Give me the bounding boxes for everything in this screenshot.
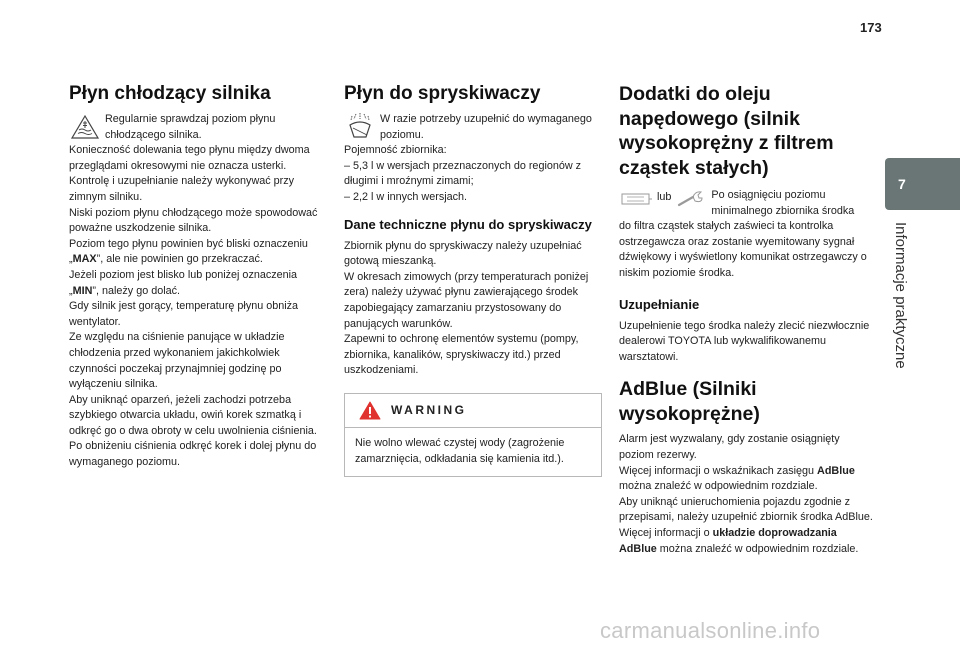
washer-icon-text: W razie potrzeby uzupełnić do wymaganego poziomu. <box>380 113 592 141</box>
coolant-p7: Ze względu na ciśnienie panujące w układzie chłodzenia przed wykonaniem jakichkolwiek czynności poczekaj przynajmniej godzinę po wyłączeniu silnika. <box>69 331 285 391</box>
adblue-p4: Więcej informacji o układzie doprowadzania AdBlue można znaleźć w odpowiednim rozdziale. <box>619 526 859 555</box>
max-label: MAX <box>72 253 97 266</box>
adblue-heading: AdBlue (Silniki wysokoprężne) <box>619 378 760 425</box>
warning-body <box>345 428 601 476</box>
coolant-icon-text: Regularnie sprawdzaj poziom płynu chłodzącego silnika. <box>105 113 276 141</box>
adblue-bold-2: układzie doprowadzania AdBlue <box>619 526 837 555</box>
additive-icons <box>619 188 705 210</box>
warning-triangle-icon <box>359 401 381 420</box>
washer-fluid-icon <box>344 113 378 143</box>
coolant-p1: Konieczność dolewania tego płynu między dwoma przeglądami okresowymi nie oznacza usterki. <box>69 144 310 172</box>
coolant-p6: Gdy silnik jest gorący, temperaturę płynu obniża wentylator. <box>69 300 299 328</box>
washer-p6: Zapewni to ochronę elementów systemu (pompy, zbiornika, kanalików, spryskiwaczy itd.) przed uszkodzeniami. <box>344 333 579 377</box>
coolant-section <box>69 82 327 471</box>
adblue-p1: Alarm jest wyzwalany, gdy zostanie osiągnięty poziom rezerwy. <box>619 433 840 461</box>
washer-heading: Płyn do spryskiwaczy <box>344 83 541 104</box>
washer-icon-row <box>344 112 602 143</box>
refill-subheading: Uzupełnianie <box>619 296 700 312</box>
adblue-bold-1: AdBlue <box>817 464 855 477</box>
additive-p1: do filtra cząstek stałych zaświeci ta kontrolka ostrzegawcza oraz zostanie wyemitowany sygnał dźwiękowy i wyświetlony komunikat ostrzegawczy o niskim poziomie środka. <box>619 220 867 279</box>
additive-heading: Dodatki do oleju napędowego (silnik wysokoprężny z filtrem cząstek stałych) <box>619 83 834 179</box>
warning-header <box>345 394 601 428</box>
coolant-p2: Kontrolę i uzupełnianie należy wykonywać przy zimnym silniku. <box>69 175 295 203</box>
additive-section <box>619 82 874 557</box>
coolant-p8: Aby uniknąć oparzeń, jeżeli zachodzi potrzeba szybkiego otwarcia układu, owiń korek szmatką i odkręć go o dwa obroty w celu uwolnienia ciśnienia. <box>69 393 317 437</box>
coolant-p9: Po obniżeniu ciśnienia odkręć korek i dolej płynu do wymaganego poziomu. <box>69 440 317 469</box>
warning-title: WARNING <box>391 403 467 418</box>
washer-p5: W okresach zimowych (przy temperaturach poniżej zera) należy używać płynu zawierającego środek zapobiegający zamarzaniu przystosowany do panujących warunków. <box>344 270 589 330</box>
chapter-title <box>873 222 925 382</box>
washer-section <box>344 82 602 477</box>
wrench-icon <box>675 188 705 210</box>
coolant-level-icon <box>69 113 103 143</box>
coolant-p5: Jeżeli poziom jest blisko lub poniżej oznaczenia „MIN”, należy go dolać. <box>69 268 298 297</box>
chapter-number: 7 <box>898 176 906 192</box>
washer-p1: Pojemność zbiornika: <box>344 144 447 157</box>
min-label: MIN <box>72 284 93 297</box>
adblue-p2: Więcej informacji o wskaźnikach zasięgu AdBlue można znaleźć w odpowiednim rozdziale. <box>619 464 855 493</box>
additive-p2: Uzupełnienie tego środka należy zlecić niezwłocznie dealerowi TOYOTA lub wykwalifikowanemu warsztatowi. <box>619 319 870 363</box>
warning-text: Nie wolno wlewać czystej wody (zagrożenie zamarznięcia, odkładania się kamienia itd.). <box>355 436 565 465</box>
coolant-p4: Poziom tego płynu powinien być bliski oznaczeniu „MAX”, ale nie powinien go przekraczać. <box>69 237 308 266</box>
washer-p4: Zbiornik płynu do spryskiwaczy należy uzupełniać gotową mieszanką. <box>344 239 582 268</box>
washer-p2: – 5,3 l w wersjach przeznaczonych do regionów z długimi i mroźnymi zimami; <box>344 159 582 188</box>
additive-icon-row <box>619 188 874 219</box>
coolant-p3: Niski poziom płynu chłodzącego może spowodować poważne uszkodzenie silnika. <box>69 206 318 235</box>
washer-subheading: Dane techniczne płynu do spryskiwaczy <box>344 216 592 232</box>
coolant-heading: Płyn chłodzący silnika <box>69 83 271 104</box>
adblue-p3: Aby uniknąć unieruchomienia pojazdu zgodnie z przepisami, należy uzupełnić zbiornik środka AdBlue. <box>619 495 873 524</box>
page-number: 173 <box>860 20 882 35</box>
fuel-filter-warning-icon <box>619 188 653 210</box>
chapter-tab <box>885 158 960 210</box>
or-label: lub <box>657 191 672 203</box>
washer-p3: – 2,2 l w innych wersjach. <box>344 190 468 203</box>
watermark: carmanualsonline.info <box>600 618 821 643</box>
warning-box <box>344 393 602 477</box>
additive-icon-text: Po osiągnięciu poziomu minimalnego zbiornika środka <box>711 189 855 217</box>
chapter-title-text: Informacje praktyczne <box>892 222 909 369</box>
coolant-icon-row <box>69 112 327 143</box>
